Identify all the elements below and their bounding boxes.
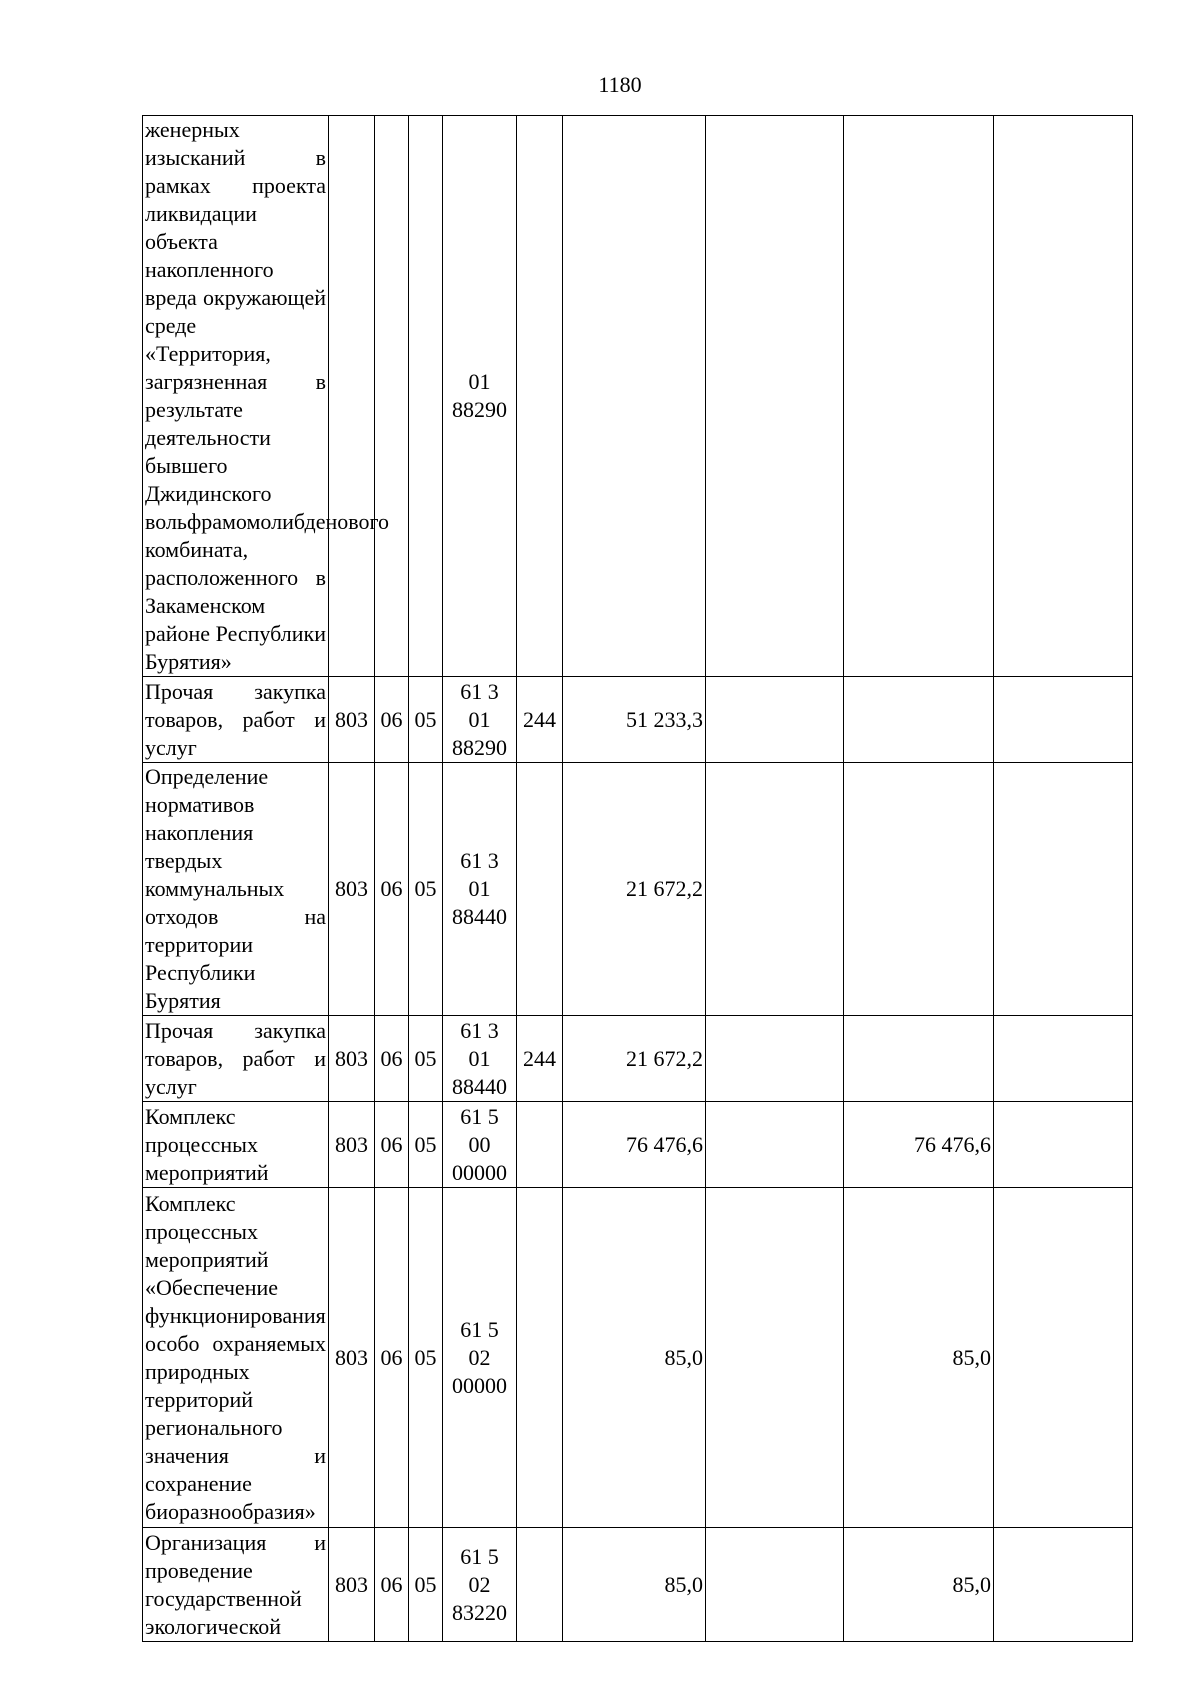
row-sum-4-cell <box>994 1188 1133 1528</box>
row-gr-cell: 803 <box>329 677 375 763</box>
row-name-cell: Комплекс процессных мероприятий «Обеспечение функционирования особо охраняемых природных территорий регионального значения и сохранение биоразнообразия» <box>143 1188 329 1528</box>
row-sum-3-cell: 85,0 <box>844 1188 994 1528</box>
row-vr-cell <box>517 116 563 677</box>
row-pr-cell: 05 <box>409 1102 443 1188</box>
row-pr-cell: 05 <box>409 763 443 1016</box>
row-pr-cell: 05 <box>409 1016 443 1102</box>
row-vr-cell <box>517 1528 563 1642</box>
row-rz-cell: 06 <box>375 1102 409 1188</box>
budget-table-body <box>143 116 1133 1642</box>
row-rz-cell: 06 <box>375 1016 409 1102</box>
row-pr-cell: 05 <box>409 1188 443 1528</box>
row-csr-cell: 61 5 02 00000 <box>443 1188 517 1528</box>
row-csr-cell: 61 3 01 88290 <box>443 677 517 763</box>
row-name-cell: Прочая закупка товаров, работ и услуг <box>143 1016 329 1102</box>
row-sum-3-cell <box>844 763 994 1016</box>
row-gr-cell: 803 <box>329 1528 375 1642</box>
row-sum-1-cell: 76 476,6 <box>563 1102 706 1188</box>
row-sum-4-cell <box>994 1528 1133 1642</box>
table-row <box>143 1102 1133 1188</box>
table-row <box>143 763 1133 1016</box>
row-name-cell: Прочая закупка товаров, работ и услуг <box>143 677 329 763</box>
row-name-cell: женерных изысканий в рамках проекта ликвидации объекта накопленного вреда окружающей среде «Территория, загрязненная в результате деятельности бывшего Джидинского вольфрамомолибденового комбината, расположенного в Закаменском районе Республики Бурятия» <box>143 116 329 677</box>
row-rz-cell <box>375 116 409 677</box>
row-vr-cell: 244 <box>517 677 563 763</box>
row-sum-3-cell <box>844 1016 994 1102</box>
row-vr-cell <box>517 763 563 1016</box>
row-sum-2-cell <box>706 1188 844 1528</box>
row-gr-cell: 803 <box>329 1102 375 1188</box>
budget-table <box>142 115 1133 1642</box>
row-gr-cell: 803 <box>329 1188 375 1528</box>
row-name-cell: Организация и проведение государственной экологической <box>143 1528 329 1642</box>
row-name-cell: Определение нормативов накопления твердых коммунальных отходов на территории Республики Бурятия <box>143 763 329 1016</box>
row-sum-3-cell <box>844 677 994 763</box>
row-sum-4-cell <box>994 116 1133 677</box>
row-sum-1-cell: 21 672,2 <box>563 763 706 1016</box>
row-name-cell: Комплекс процессных мероприятий <box>143 1102 329 1188</box>
row-sum-1-cell <box>563 116 706 677</box>
row-rz-cell: 06 <box>375 1528 409 1642</box>
row-rz-cell: 06 <box>375 1188 409 1528</box>
row-sum-1-cell: 85,0 <box>563 1528 706 1642</box>
row-vr-cell: 244 <box>517 1016 563 1102</box>
row-sum-2-cell <box>706 763 844 1016</box>
row-sum-2-cell <box>706 1102 844 1188</box>
row-sum-4-cell <box>994 763 1133 1016</box>
row-sum-4-cell <box>994 1016 1133 1102</box>
row-sum-1-cell: 51 233,3 <box>563 677 706 763</box>
row-sum-4-cell <box>994 677 1133 763</box>
row-gr-cell <box>329 116 375 677</box>
row-csr-cell: 61 5 00 00000 <box>443 1102 517 1188</box>
row-sum-1-cell: 85,0 <box>563 1188 706 1528</box>
row-sum-1-cell: 21 672,2 <box>563 1016 706 1102</box>
page-number: 1180 <box>598 72 642 97</box>
row-pr-cell: 05 <box>409 1528 443 1642</box>
row-sum-3-cell: 85,0 <box>844 1528 994 1642</box>
row-sum-2-cell <box>706 1016 844 1102</box>
row-sum-2-cell <box>706 116 844 677</box>
row-gr-cell: 803 <box>329 1016 375 1102</box>
row-csr-cell: 61 3 01 88440 <box>443 763 517 1016</box>
row-rz-cell: 06 <box>375 763 409 1016</box>
row-csr-cell: 01 88290 <box>443 116 517 677</box>
row-sum-3-cell <box>844 116 994 677</box>
table-row <box>143 677 1133 763</box>
row-rz-cell: 06 <box>375 677 409 763</box>
row-pr-cell <box>409 116 443 677</box>
table-row <box>143 1016 1133 1102</box>
row-sum-3-cell: 76 476,6 <box>844 1102 994 1188</box>
row-gr-cell: 803 <box>329 763 375 1016</box>
table-row <box>143 1188 1133 1528</box>
row-sum-2-cell <box>706 677 844 763</box>
table-row <box>143 116 1133 677</box>
row-sum-4-cell <box>994 1102 1133 1188</box>
table-row <box>143 1528 1133 1642</box>
row-csr-cell: 61 3 01 88440 <box>443 1016 517 1102</box>
row-csr-cell: 61 5 02 83220 <box>443 1528 517 1642</box>
row-vr-cell <box>517 1188 563 1528</box>
row-pr-cell: 05 <box>409 677 443 763</box>
row-vr-cell <box>517 1102 563 1188</box>
row-sum-2-cell <box>706 1528 844 1642</box>
